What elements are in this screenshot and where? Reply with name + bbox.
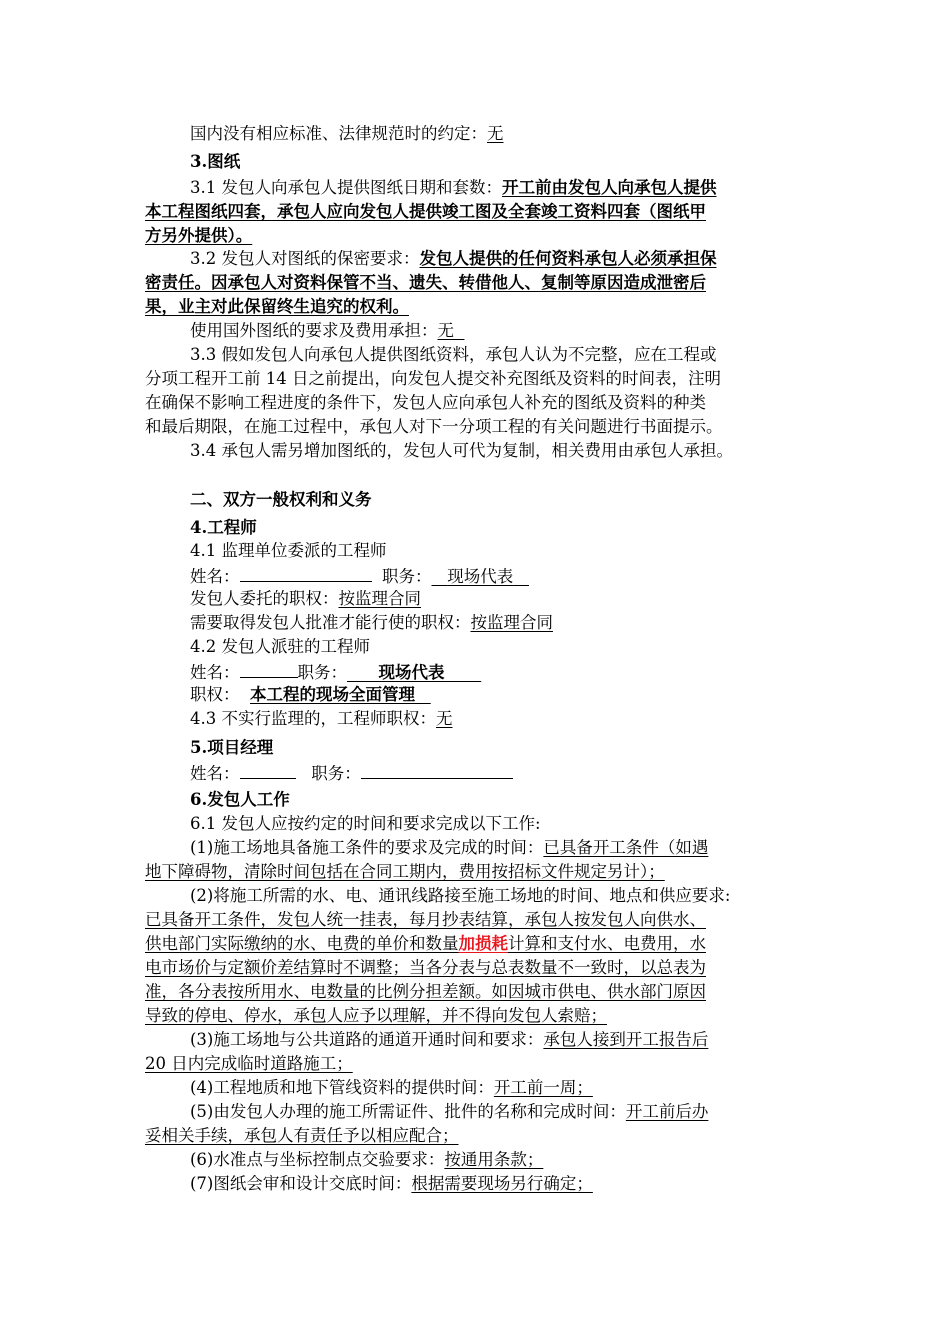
item-2: (2)将施工所需的水、电、通讯线路接至施工场地的时间、地点和供应要求: (190, 886, 731, 905)
item-1-cont: 地下障碍物，清除时间包括在合同工期内，费用按招标文件规定另计）； (145, 862, 665, 881)
item-5: (5)由发包人办理的施工所需证件、批件的名称和完成时间：开工前后办 (190, 1102, 709, 1121)
standard-line: 国内没有相应标准、法律规范时的约定：无 (190, 124, 504, 143)
engineer-name-duty: 姓名： 职务： 现场代表 (190, 564, 529, 586)
clause-3-2: 3.2 发包人对图纸的保密要求：发包人提供的任何资料承包人必须承担保 (190, 249, 717, 268)
clause-3-2-cont: 密责任。因承包人对资料保管不当、遗失、转借他人、复制等原因造成泄密后 (145, 273, 706, 292)
item-2-cont: 导致的停电、停水，承包人应予以理解，并不得向发包人索赔； (145, 1006, 607, 1025)
clause-4-2: 4.2 发包人派驻的工程师 (190, 637, 370, 656)
clause-3-4: 3.4 承包人需另增加图纸的，发包人可代为复制，相关费用由承包人承担。 (190, 441, 733, 460)
item-3: (3)施工场地与公共道路的通道开通时间和要求：承包人接到开工报告后 (190, 1030, 709, 1049)
item-4: (4)工程地质和地下管线资料的提供时间：开工前一周； (190, 1078, 593, 1097)
item-2-cont: 准，各分表按所用水、电数量的比例分担差额。如因城市供电、供水部门原因 (145, 982, 706, 1001)
item-2-cont: 供电部门实际缴纳的水、电费的单价和数量加损耗计算和支付水、电费用，水 (145, 934, 706, 953)
resident-engineer-name-duty: 姓名： 职务： 现场代表 (190, 660, 481, 682)
clause-3-3-cont: 在确保不影响工程进度的条件下，发包人应向承包人补充的图纸及资料的种类 (145, 393, 706, 412)
duty-blank (361, 761, 513, 779)
heading-engineer: 4.工程师 (190, 518, 257, 537)
clause-3-1-cont: 本工程图纸四套，承包人应向发包人提供竣工图及全套竣工资料四套（图纸甲 (145, 202, 706, 221)
loss-highlight: 加损耗 (458, 934, 508, 953)
section-heading-rights: 二、双方一般权利和义务 (190, 490, 372, 509)
name-blank (240, 761, 296, 779)
manager-name-duty: 姓名： 职务： (190, 761, 513, 783)
delegated-authority: 发包人委托的职权：按监理合同 (190, 589, 421, 608)
item-5-cont: 妥相关手续，承包人有责任予以相应配合； (145, 1126, 459, 1145)
clause-3-1-cont: 方另外提供）。 (145, 226, 253, 245)
approval-authority: 需要取得发包人批准才能行使的职权：按监理合同 (190, 613, 553, 632)
item-1: (1)施工场地具备施工条件的要求及完成的时间：已具备开工条件（如遇 (190, 838, 709, 857)
name-blank (240, 660, 298, 678)
item-6: (6)水准点与坐标控制点交验要求：按通用条款； (190, 1150, 544, 1169)
item-7: (7)图纸会审和设计交底时间：根据需要现场另行确定； (190, 1174, 593, 1193)
item-2-cont: 已具备开工条件，发包人统一挂表，每月抄表结算，承包人按发包人向供水、 (145, 910, 706, 929)
name-blank (240, 564, 372, 582)
item-3-cont: 20 日内完成临时道路施工； (145, 1054, 353, 1073)
clause-3-3: 3.3 假如发包人向承包人提供图纸资料，承包人认为不完整，应在工程或 (190, 345, 717, 364)
item-2-cont: 电市场价与定额价差结算时不调整；当各分表与总表数量不一致时，以总表为 (145, 958, 706, 977)
clause-4-3: 4.3 不实行监理的，工程师职权：无 (190, 709, 453, 728)
clause-3-2-cont: 果，业主对此保留终生追究的权利。 (145, 297, 409, 316)
foreign-drawings-line: 使用国外图纸的要求及费用承担：无 (190, 321, 454, 340)
heading-drawings: 3.图纸 (190, 152, 241, 171)
power-line: 职权： 本工程的现场全面管理 (190, 685, 415, 704)
heading-project-manager: 5.项目经理 (190, 738, 274, 757)
clause-4-1: 4.1 监理单位委派的工程师 (190, 541, 387, 560)
clause-6-1: 6.1 发包人应按约定的时间和要求完成以下工作: (190, 814, 541, 833)
clause-3-1: 3.1 发包人向承包人提供图纸日期和套数：开工前由发包人向承包人提供 (190, 178, 717, 197)
clause-3-3-cont: 分项工程开工前 14 日之前提出，向发包人提交补充图纸及资料的时间表，注明 (145, 369, 721, 388)
heading-employer-work: 6.发包人工作 (190, 790, 290, 809)
clause-3-3-cont: 和最后期限，在施工过程中，承包人对下一分项工程的有关问题进行书面提示。 (145, 417, 723, 436)
